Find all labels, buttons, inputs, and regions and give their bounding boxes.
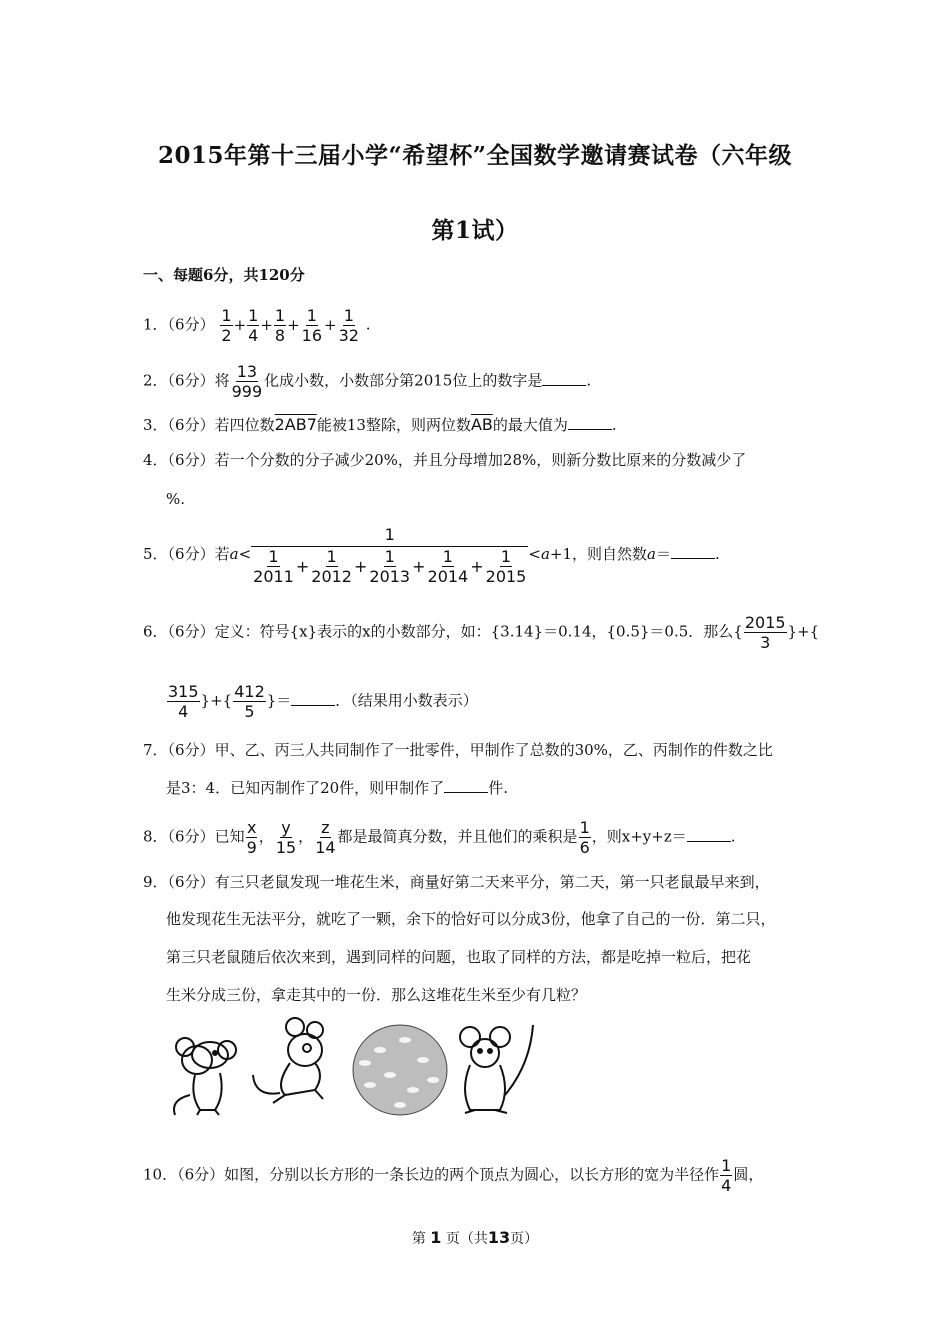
mouse-icon bbox=[253, 1018, 323, 1103]
question-3: 3．（6分）若四位数2AB7能被13整除，则两位数$\overline{AB}$的最大值为 . bbox=[143, 415, 617, 434]
question-9-line4: 生米分成三份，拿走其中的一份．那么这堆花生米至少有几粒？ bbox=[166, 986, 587, 1004]
answer-blank bbox=[444, 778, 488, 793]
question-10: 10．（6分）如图，分别以长方形的一条长边的两个顶点为圆心，以长方形的宽为半径作 $\frac{1}{4}$ 圆， bbox=[143, 1156, 764, 1195]
page-title: 2015年第十三届小学“希望杯”全国数学邀请赛试卷（六年级 bbox=[158, 142, 792, 169]
question-score: （6分） bbox=[167, 545, 215, 563]
fraction: $\frac{1}{32}$ bbox=[338, 306, 359, 345]
question-number: 5． bbox=[143, 545, 168, 563]
fraction: $\frac{1}{2014}$ bbox=[427, 547, 469, 586]
fraction: $\frac{1}{2012}$ bbox=[311, 547, 352, 586]
question-8: 8．（6分）已知 $\frac{x}{9}$ ， $\frac{y}{15}$ ， $\frac{z}{14}$ 都是最简真分数，并且他们的乘积是 $\frac{1}{6}$ ，则x+y+z＝ . bbox=[143, 818, 736, 857]
fraction: $\frac{1}{4}$ bbox=[248, 306, 259, 345]
question-number: 7． bbox=[143, 741, 168, 759]
fraction: $\frac{1}{8}$ bbox=[274, 306, 286, 345]
question-score: （6分） bbox=[167, 416, 215, 434]
mouse-icon bbox=[174, 1038, 236, 1115]
fraction: $\frac{1}{16}$ bbox=[301, 306, 323, 345]
question-number: 10． bbox=[143, 1165, 178, 1184]
page-footer: 第 1 页（共13页） bbox=[411, 1228, 539, 1247]
question-score: （6分） bbox=[167, 371, 215, 390]
question-score: （6分） bbox=[167, 315, 215, 334]
fraction: $\frac{y}{15}$ bbox=[275, 818, 297, 857]
question-number: 9． bbox=[143, 873, 168, 891]
question-7: 7．（6分）甲、乙、丙三人共同制作了一批零件，甲制作了总数的30%，乙、丙制作的件数之比 bbox=[143, 741, 773, 759]
answer-blank bbox=[568, 415, 612, 430]
question-score: （6分） bbox=[167, 827, 215, 846]
answer-blank bbox=[671, 544, 715, 559]
section-heading: 一、每题6分，共120分 bbox=[143, 266, 305, 284]
mice-peanuts-illustration bbox=[165, 1015, 540, 1120]
question-score: （6分） bbox=[167, 622, 215, 641]
page-title-line2: 第1试） bbox=[431, 217, 519, 244]
mouse-icon bbox=[460, 1025, 533, 1113]
fraction: $\frac{1}{6}$ bbox=[579, 818, 590, 857]
fraction: $\frac{1}{2015}$ bbox=[485, 547, 527, 586]
fraction: $\frac{1}{2}$ bbox=[221, 306, 232, 345]
overline-number: $\overline{AB}$ bbox=[470, 415, 493, 434]
question-9-line2: 他发现花生无法平分，就吃了一颗，余下的恰好可以分成3份，他拿了自己的一份．第二只， bbox=[166, 910, 776, 928]
question-1: 1．（6分） $\frac{1}{2}$ + $\frac{1}{4}$ + $\frac{1}{8}$ + $\frac{1}{16}$ + $\frac{1}{32}$ . bbox=[143, 306, 371, 345]
question-score: （6分） bbox=[167, 873, 215, 891]
question-number: 1． bbox=[143, 315, 168, 334]
answer-blank bbox=[687, 827, 731, 842]
question-number: 2． bbox=[143, 371, 168, 390]
question-score: （6分） bbox=[167, 451, 215, 469]
answer-blank bbox=[542, 371, 586, 386]
fraction: $\frac{13}{999}$ bbox=[231, 362, 263, 401]
fraction: $\frac{x}{9}$ bbox=[246, 818, 257, 857]
fraction: $\frac{2015}{3}$ bbox=[744, 613, 786, 652]
question-score: （6分） bbox=[167, 741, 215, 759]
question-score: （6分） bbox=[177, 1165, 225, 1184]
question-4-continued: %. bbox=[166, 490, 186, 508]
question-9-line3: 第三只老鼠随后依次来到，遇到同样的问题，也取了同样的方法，都是吃掉一粒后，把花 bbox=[166, 948, 752, 966]
fraction: $\frac{315}{4}$ bbox=[168, 682, 199, 721]
question-2: 2．（6分）将 $\frac{13}{999}$ 化成小数，小数部分第2015位上的数字是 . bbox=[143, 362, 592, 401]
fraction: $\frac{412}{5}$ bbox=[234, 682, 265, 721]
question-6-continued: $\frac{315}{4}$ }+{ $\frac{412}{5}$ }＝ ．（结果用小数表示） bbox=[168, 682, 478, 721]
question-number: 4． bbox=[143, 451, 168, 469]
peanut-pile-icon bbox=[353, 1025, 447, 1115]
question-6: 6．（6分）定义：符号{x}表示的x的小数部分，如：{3.14}＝0.14，{0.5}＝0.5．那么{ $\frac{2015}{3}$ }+{ bbox=[143, 613, 820, 652]
question-number: 6． bbox=[143, 622, 168, 641]
fraction: $\frac{z}{14}$ bbox=[315, 818, 336, 857]
fraction: $\frac{1}{4}$ bbox=[721, 1156, 732, 1195]
compound-fraction: 1 $\frac{1}{2011}$ + $\frac{1}{2012}$ + $\frac{1}{2013}$ + $\frac{1}{2014}$ + $\frac{1}{2015}$ bbox=[253, 525, 527, 586]
fraction: $\frac{1}{2013}$ bbox=[369, 547, 411, 586]
question-9: 9．（6分）有三只老鼠发现一堆花生米，商量好第二天来平分，第二天，第一只老鼠最早来到， bbox=[143, 873, 770, 891]
question-4: 4．（6分）若一个分数的分子减少20%，并且分母增加28%，则新分数比原来的分数减少了 bbox=[143, 451, 747, 469]
answer-blank bbox=[291, 691, 335, 706]
question-number: 3． bbox=[143, 416, 168, 434]
question-7-continued: 是3：4．已知丙制作了20件，则甲制作了 件. bbox=[166, 779, 508, 797]
question-5: 5．（6分）若a< 1 $\frac{1}{2011}$ + $\frac{1}{2012}$ + $\frac{1}{2013}$ + $\frac{1}{2014}$ + $\frac{1}{2015}$ <a+1，则自然数a＝ . bbox=[143, 525, 720, 586]
overline-number: 2AB7 bbox=[274, 415, 317, 434]
q1-fraction-sum: $\frac{1}{2}$ + $\frac{1}{4}$ + $\frac{1}{8}$ + $\frac{1}{16}$ + $\frac{1}{32}$ bbox=[221, 306, 359, 345]
fraction: $\frac{1}{2011}$ bbox=[253, 547, 294, 586]
question-number: 8． bbox=[143, 827, 168, 846]
